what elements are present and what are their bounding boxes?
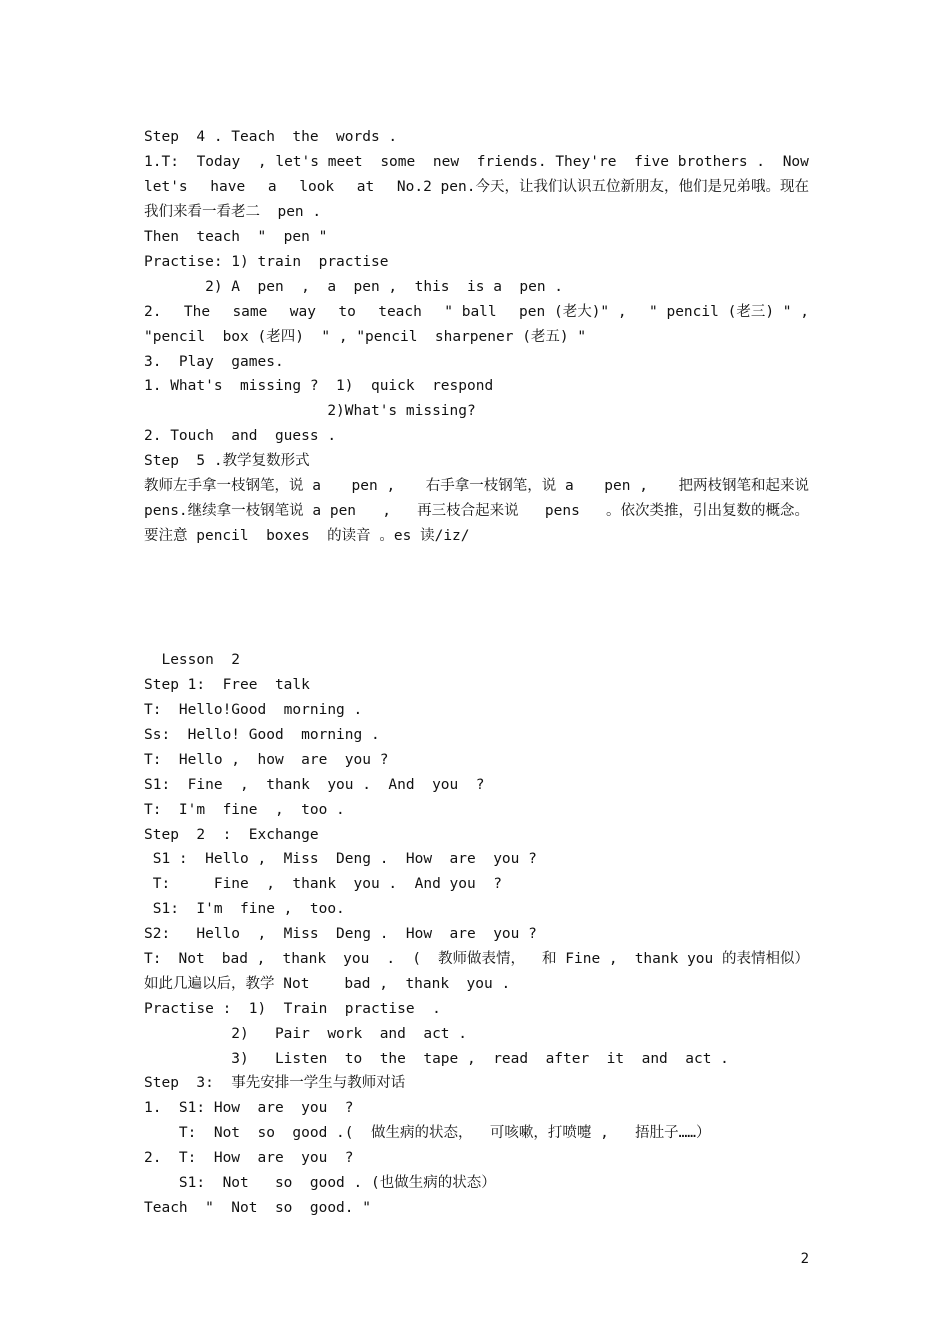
text-token: T:: [144, 951, 162, 967]
text-token: same: [232, 304, 268, 320]
text-token: thank you 的表情相似）: [634, 951, 809, 967]
dialog-line: T: Hello , how are you ?: [144, 752, 389, 768]
dialog-line: 如此几遍以后，教学 Not bad , thank you .: [144, 976, 511, 992]
dialog-line: T: Hello!Good morning .: [144, 702, 363, 718]
text-token: 把两枝钢笔和起来说: [678, 478, 809, 494]
paragraph-line: [144, 175, 809, 199]
dialog-line: Practise : 1) Train practise .: [144, 1001, 441, 1017]
text-token: 。依次类推，引出复数的概念。: [606, 503, 809, 519]
text-token: five brothers .: [634, 154, 766, 170]
paragraph-line: 1. What's missing ? 1) quick respond: [144, 378, 494, 394]
dialog-line: 2) Pair work and act .: [144, 1026, 468, 1042]
dialog-line: 3) Listen to the tape , read after it and act .: [144, 1051, 729, 1067]
text-token: at: [356, 179, 375, 195]
paragraph-line: "pencil box (老四) " , "pencil sharpener (老五) ": [144, 329, 587, 345]
text-token: 2.: [144, 304, 162, 320]
text-token: " ball: [444, 304, 497, 320]
text-token: 右手拿一枝钢笔，说 a: [425, 478, 574, 494]
dialog-line: T: Fine , thank you . And you ?: [144, 876, 502, 892]
text-token: pen ,: [604, 478, 648, 494]
paragraph-line: 2. Touch and guess .: [144, 428, 337, 444]
text-token: 和 Fine ,: [542, 951, 618, 967]
text-token: 1.T:: [144, 154, 179, 170]
dialog-line: T: Not so good .( 做生病的状态， 可咳嗽，打喷嚏 , 捂肚子……）: [144, 1125, 711, 1141]
dialog-line: Step 1: Free talk: [144, 677, 310, 693]
paragraph-line: [144, 150, 809, 174]
step4-heading: Step 4 . Teach the words .: [144, 129, 398, 145]
text-token: way: [289, 304, 316, 320]
text-token: " pencil (老三) " ,: [649, 304, 809, 320]
text-token: look: [299, 179, 335, 195]
text-token: have: [210, 179, 246, 195]
dialog-line: S2: Hello , Miss Deng . How are you ?: [144, 926, 537, 942]
paragraph-line: [144, 300, 809, 324]
text-token: The: [183, 304, 211, 320]
dialog-line: Teach " Not so good. ": [144, 1200, 371, 1216]
text-token: pens.继续拿一枝钢笔说 a pen: [144, 503, 357, 519]
text-token: bad ,: [221, 951, 266, 967]
paragraph-line: 要注意 pencil boxes 的读音 。es 读/iz/: [144, 528, 470, 544]
text-token: pen ,: [351, 478, 396, 494]
text-token: you: [343, 951, 370, 967]
paragraph-line: Practise: 1) train practise: [144, 254, 389, 270]
paragraph-line: Then teach " pen ": [144, 229, 328, 245]
dialog-line: Ss: Hello! Good morning .: [144, 727, 380, 743]
text-token: 教师左手拿一枝钢笔，说 a: [144, 478, 321, 494]
text-token: pens: [544, 503, 580, 519]
paragraph-line: [144, 474, 809, 498]
lesson-title: Lesson 2: [144, 652, 241, 668]
text-token: let's: [144, 179, 188, 195]
paragraph-line: 我们来看一看老二 pen .: [144, 204, 322, 220]
text-token: friends. They're: [476, 154, 617, 170]
text-token: a: [267, 179, 277, 195]
text-token: new: [432, 154, 460, 170]
paragraph-line: 2) A pen , a pen , this is a pen .: [144, 279, 564, 295]
dialog-line: S1: I'm fine , too.: [144, 901, 345, 917]
text-token: , let's meet: [257, 154, 363, 170]
dialog-line: 1. S1: How are you ?: [144, 1100, 354, 1116]
dialog-line: S1 : Hello , Miss Deng . How are you ?: [144, 851, 537, 867]
dialog-line: T: I'm fine , too .: [144, 802, 345, 818]
text-token: (: [412, 951, 421, 967]
text-token: .: [386, 951, 396, 967]
dialog-line: S1: Fine , thank you . And you ?: [144, 777, 485, 793]
text-token: to: [338, 304, 356, 320]
text-token: pen (老大)" ,: [519, 304, 627, 320]
text-token: 再三枝合起来说: [417, 503, 519, 519]
paragraph-line: 2)What's missing?: [144, 403, 476, 419]
paragraph-line: [144, 499, 809, 523]
step5-heading: Step 5 .教学复数形式: [144, 453, 310, 469]
text-token: ,: [382, 503, 391, 519]
page-number: 2: [800, 1251, 809, 1267]
text-token: some: [380, 154, 416, 170]
text-token: Now: [782, 154, 809, 170]
text-token: No.2 pen.今天，让我们认识五位新朋友，他们是兄弟哦。现在: [396, 179, 809, 195]
paragraph-line: 3. Play games.: [144, 354, 284, 370]
dialog-line: Step 2 : Exchange: [144, 827, 319, 843]
dialog-line: S1: Not so good . (也做生病的状态）: [144, 1175, 496, 1191]
dialog-line: 2. T: How are you ?: [144, 1150, 354, 1166]
dialog-line: Step 3: 事先安排一学生与教师对话: [144, 1075, 406, 1091]
dialog-line: [144, 947, 809, 971]
text-token: teach: [378, 304, 422, 320]
text-token: Today: [196, 154, 241, 170]
text-token: 教师做表情，: [437, 951, 525, 967]
text-token: Not: [178, 951, 205, 967]
text-token: thank: [282, 951, 327, 967]
